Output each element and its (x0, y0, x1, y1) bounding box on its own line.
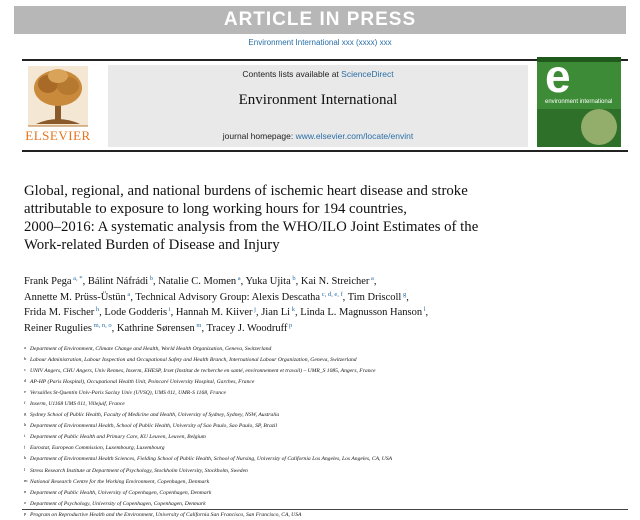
contents-line (108, 69, 528, 79)
affiliation-key: d (24, 378, 27, 384)
author-separator: , (240, 276, 246, 287)
elsevier-logo (22, 64, 94, 146)
homepage-link[interactable]: www.elsevier.com/locate/envint (295, 131, 414, 141)
author-name[interactable]: Bálint Náfrádi (87, 276, 149, 287)
affiliation-text: Versailles St-Quentin Univ-Paris Saclay Univ (UVSQ), UMS 011, UMR-S 1168, France (30, 390, 226, 397)
author-affiliation-marker[interactable]: g (401, 290, 407, 298)
affiliation-item (24, 376, 624, 387)
affiliation-item (24, 465, 624, 476)
author-separator: , (99, 307, 105, 318)
author-separator: , (82, 276, 88, 287)
journal-citation[interactable]: Environment International xxx (xxxx) xxx (248, 38, 392, 47)
affiliation-item (24, 420, 624, 431)
author-separator: , (111, 322, 117, 334)
affiliation-key: c (24, 367, 26, 373)
homepage-line (108, 131, 528, 141)
affiliation-item (24, 476, 624, 487)
journal-header-box (108, 65, 528, 147)
author-name[interactable]: Hannah M. Kiiver (175, 307, 253, 318)
author-separator: , (294, 307, 301, 318)
author-affiliation-marker[interactable]: h (94, 306, 100, 313)
affiliation-key: a (24, 345, 26, 350)
affiliation-text: Department of Public Health, University of Copenhagen, Copenhagen, Denmark (30, 489, 212, 496)
affiliation-key: l (24, 466, 26, 472)
affiliation-key: e (24, 389, 26, 395)
author-list (24, 274, 624, 336)
affiliation-item (24, 453, 624, 464)
title-line: 2000–2016: A systematic analysis from the WHO/ILO Joint Estimates of the (24, 219, 479, 235)
affiliation-key: k (24, 455, 27, 461)
author-separator: , (342, 291, 348, 303)
affiliation-key: h (24, 422, 27, 428)
affiliation-key: j (24, 444, 26, 450)
affiliations-list (24, 343, 624, 520)
cover-letter: e (545, 50, 571, 102)
author-name[interactable]: Linda L. Magnusson Hanson (300, 307, 423, 318)
affiliation-item (24, 487, 624, 498)
author-affiliation-marker[interactable]: i (167, 306, 171, 313)
author-line (24, 274, 624, 290)
affiliation-key: o (24, 499, 27, 505)
author-affiliation-marker[interactable]: c, d, e, f (320, 290, 343, 298)
affiliation-text: AP-HP (Paris Hospital), Occupational Health Unit, Poincaré University Hospital, Garches, France (30, 379, 255, 386)
affiliation-item (24, 365, 624, 376)
affiliation-text: Department of Public Health and Primary Care, KU Leuven, Leuven, Belgium (30, 434, 206, 441)
author-affiliation-marker[interactable]: l (422, 306, 426, 313)
affiliation-item (24, 398, 624, 409)
affiliation-item (24, 442, 624, 453)
author-name[interactable]: Reiner Rugulies (24, 322, 92, 334)
affiliation-item (24, 387, 624, 398)
author-name[interactable]: Tracey J. Woodruff (206, 322, 288, 334)
article-in-press-banner (14, 6, 626, 34)
author-line (24, 290, 624, 306)
affiliation-text: National Research Centre for the Working Environment, Copenhagen, Denmark (30, 478, 210, 485)
article-title (24, 182, 614, 254)
author-name[interactable]: Lode Godderis (104, 307, 168, 318)
homepage-prefix: journal homepage: (222, 131, 296, 141)
header-bottom-rule (22, 150, 628, 152)
affiliation-text: Department of Psychology, University of Copenhagen, Copenhagen, Denmark (30, 500, 206, 507)
author-name[interactable]: Frida M. Fischer (24, 307, 95, 318)
affiliation-item (24, 509, 624, 520)
author-affiliation-marker[interactable]: b (148, 275, 154, 282)
banner-text: ARTICLE IN PRESS (223, 9, 417, 30)
author-name[interactable]: Kai N. Streicher (300, 276, 370, 287)
author-name[interactable]: Frank Pega (24, 276, 72, 287)
author-separator: , (255, 307, 262, 318)
affiliation-text: Department of Environment, Climate Change and Health, World Health Organization, Geneva, Switzerland (30, 346, 272, 352)
affiliation-text: UNIV Angers, CHU Angers, Univ Rennes, Inserm, EHESP, Irset (Institut de recherche en santé, environnement et travail) – UMR_S 1085, Angers, France (30, 368, 376, 375)
author-affiliation-marker[interactable]: m (194, 321, 202, 329)
title-line: Global, regional, and national burdens of ischemic heart disease and stroke (24, 183, 468, 199)
author-name[interactable]: Annette M. Prüss-Üstün (24, 291, 126, 303)
affiliation-text: Department of Environmental Health Sciences, Fielding School of Public Health, School of Nursing, University of California Los Angeles, Los Angeles, CA, USA (30, 456, 393, 463)
title-line: attributable to exposure to long working hours for 194 countries, (24, 201, 407, 217)
author-name[interactable]: Natalie C. Momen (158, 276, 237, 287)
affiliation-item (24, 498, 624, 509)
author-affiliation-marker[interactable]: a (236, 275, 241, 282)
author-line (24, 305, 624, 321)
journal-name: Environment International (238, 92, 398, 108)
sciencedirect-link[interactable]: ScienceDirect (341, 69, 394, 79)
author-affiliation-marker[interactable]: a, * (71, 275, 83, 282)
author-separator: , (130, 291, 136, 303)
affiliation-text: Labour Administration, Labour Inspection and Occupational Safety and Health Branch, International Labour Organization, Geneva, Switzerland (30, 357, 357, 364)
author-name[interactable]: Kathrine Sørensen (116, 322, 195, 334)
affiliation-key: f (24, 400, 26, 406)
affiliation-key: n (24, 488, 27, 494)
affiliation-item (24, 431, 624, 442)
affiliation-key: b (24, 356, 27, 362)
affiliation-item (24, 409, 624, 420)
title-line: Work-related Burden of Disease and Injury (24, 237, 280, 253)
affiliation-text: Program on Reproductive Health and the Environment, University of California San Francisco, San Francisco, CA, USA (30, 511, 302, 518)
author-line (24, 321, 624, 337)
author-affiliation-marker[interactable]: a (125, 290, 131, 298)
affiliation-key: p (24, 510, 27, 516)
author-separator: , (153, 276, 159, 287)
affiliation-item (24, 354, 624, 365)
author-name[interactable]: Technical Advisory Group: Alexis Descatha (135, 291, 321, 303)
affiliation-key: m (24, 477, 28, 483)
author-separator: , (170, 307, 176, 318)
affiliation-text: Sydney School of Public Health, Faculty of Medicine and Health, University of Sydney, Sydney, NSW, Australia (30, 412, 280, 419)
cover-caption: environment international (545, 99, 613, 105)
affiliation-key: i (24, 433, 26, 439)
author-separator: , (406, 291, 409, 303)
affiliation-text: Eurostat, European Commission, Luxembourg, Luxembourg (30, 445, 165, 452)
author-name[interactable]: Tim Driscoll (347, 291, 402, 303)
author-name[interactable]: Yuka Ujita (245, 276, 291, 287)
author-affiliation-marker[interactable]: p (287, 321, 293, 329)
author-affiliation-marker[interactable]: j (252, 306, 256, 313)
affiliation-text: Inserm, U1168 UMS 011, Villejuif, France (30, 401, 125, 408)
author-separator: , (425, 307, 429, 318)
page-bottom-rule (22, 509, 628, 510)
journal-cover-thumbnail (537, 50, 621, 147)
publisher-name: ELSEVIER (25, 128, 91, 143)
author-separator: , (201, 322, 207, 334)
author-name[interactable]: Jian Li (261, 307, 291, 318)
author-affiliation-marker[interactable]: m, n, o (91, 321, 112, 329)
author-affiliation-marker[interactable]: b (290, 275, 296, 282)
contents-prefix: Contents lists available at (242, 69, 342, 79)
affiliation-text: Department of Environmental Health, School of Public Health, University of Sao Paulo, Sao Paulo, SP, Brazil (30, 423, 278, 430)
affiliation-text: Stress Research Institute at Department of Psychology, Stockholm University, Stockholm, Sweden (30, 467, 248, 474)
author-separator: , (373, 276, 377, 287)
author-affiliation-marker[interactable]: k (290, 306, 295, 313)
author-affiliation-marker[interactable]: a (369, 275, 374, 282)
author-separator: , (295, 276, 301, 287)
affiliation-item (24, 343, 624, 354)
affiliation-key: g (24, 411, 27, 417)
